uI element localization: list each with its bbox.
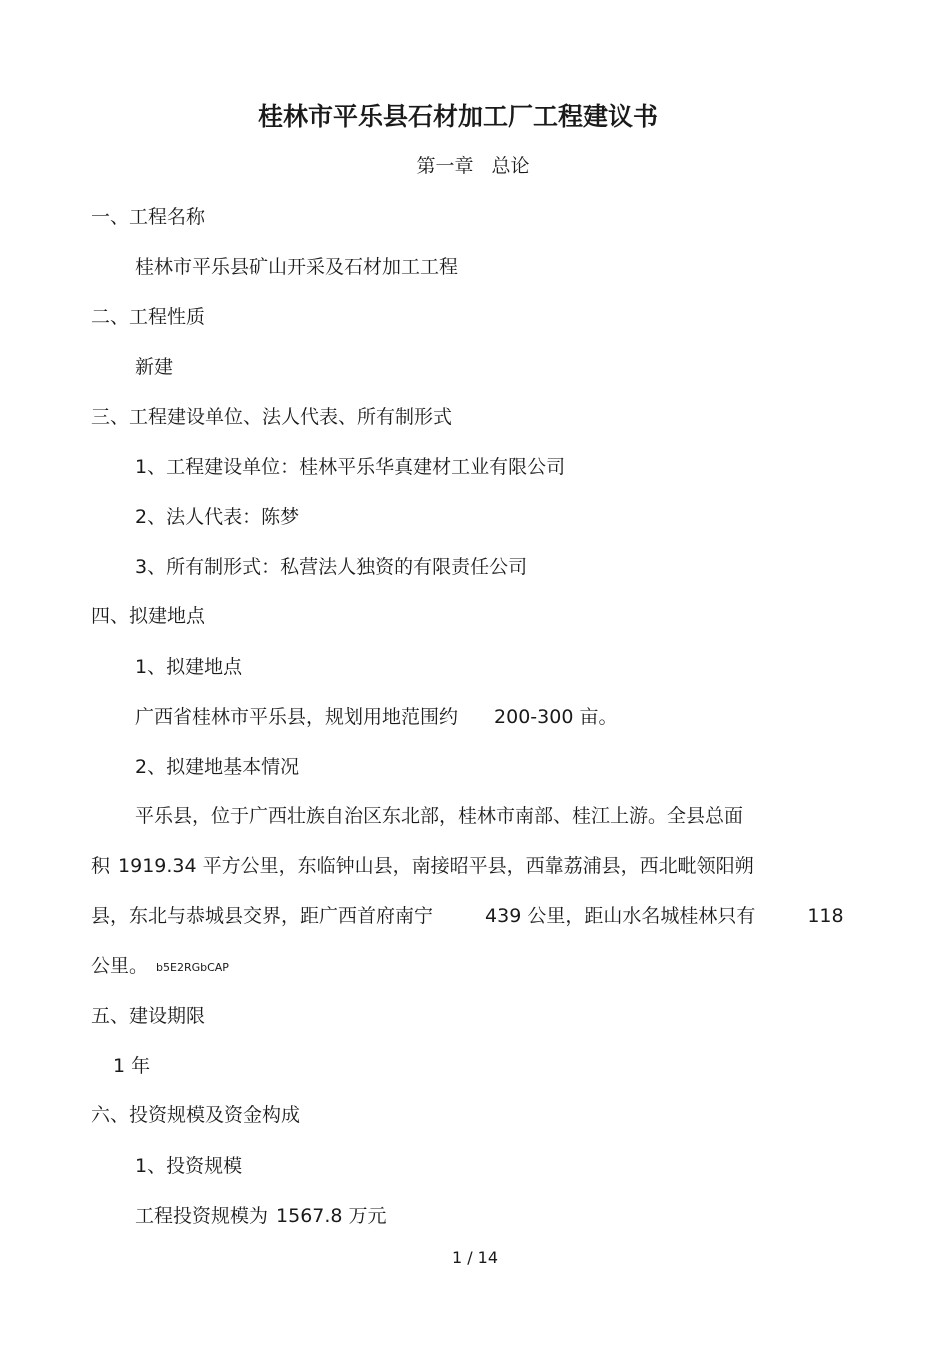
investment-text-a: 工程投资规模为 [135, 1205, 269, 1227]
construction-period-text: 1 年 [113, 1055, 151, 1077]
sub-heading-site-info: 2、拟建地基本情况 [135, 756, 300, 778]
document-code: b5E2RGbCAP [156, 961, 229, 974]
location-area: 200-300 亩。 [494, 706, 618, 728]
list-item: 2、法人代表：陈梦 [135, 506, 300, 528]
section-heading-5: 五、建设期限 [91, 1005, 206, 1027]
site-paragraph-line-2 [91, 854, 754, 878]
site-paragraph-line-3b: 439 公里，距山水名城桂林只有 [485, 905, 756, 927]
investment-text [135, 1204, 387, 1228]
section-heading-6: 六、投资规模及资金构成 [91, 1104, 301, 1126]
location-text-a: 广西省桂林市平乐县，规划用地范围约 [135, 706, 459, 728]
chapter-heading [0, 154, 946, 178]
location-text [135, 705, 617, 729]
section-heading-3: 三、工程建设单位、法人代表、所有制形式 [91, 406, 453, 428]
investment-amount: 1567.8 万元 [276, 1205, 387, 1227]
site-paragraph-line-1: 平乐县，位于广西壮族自治区东北部，桂林市南部、桂江上游。全县总面 [135, 805, 744, 827]
document-title: 桂林市平乐县石材加工厂工程建议书 [257, 102, 658, 131]
site-paragraph-line-2b: 1919.34 平方公里，东临钟山县，南接昭平县，西靠荔浦县，西北毗领阳朔 [118, 855, 754, 877]
project-nature-text: 新建 [135, 356, 174, 378]
sub-heading-location: 1、拟建地点 [135, 656, 243, 678]
project-name-text: 桂林市平乐县矿山开采及石材加工工程 [135, 256, 459, 278]
site-paragraph-line-2a: 积 [91, 855, 111, 877]
site-paragraph-line-3a: 县，东北与恭城县交界，距广西首府南宁 [91, 905, 434, 927]
page-number: 1 / 14 [451, 1248, 499, 1267]
chapter-name: 总论 [491, 155, 530, 177]
chapter-number: 第一章 [416, 155, 474, 177]
section-heading-2: 二、工程性质 [91, 306, 206, 328]
site-paragraph-line-3c: 118 [807, 905, 844, 927]
site-paragraph-line-4 [91, 954, 229, 980]
section-heading-1: 一、工程名称 [91, 206, 206, 228]
site-paragraph-line-4a: 公里。 [91, 955, 149, 977]
list-item: 1、工程建设单位：桂林平乐华真建材工业有限公司 [135, 456, 566, 478]
site-paragraph-line-3 [91, 904, 844, 928]
section-heading-4: 四、拟建地点 [91, 605, 206, 627]
list-item: 3、所有制形式：私营法人独资的有限责任公司 [135, 556, 528, 578]
sub-heading-investment: 1、投资规模 [135, 1155, 243, 1177]
